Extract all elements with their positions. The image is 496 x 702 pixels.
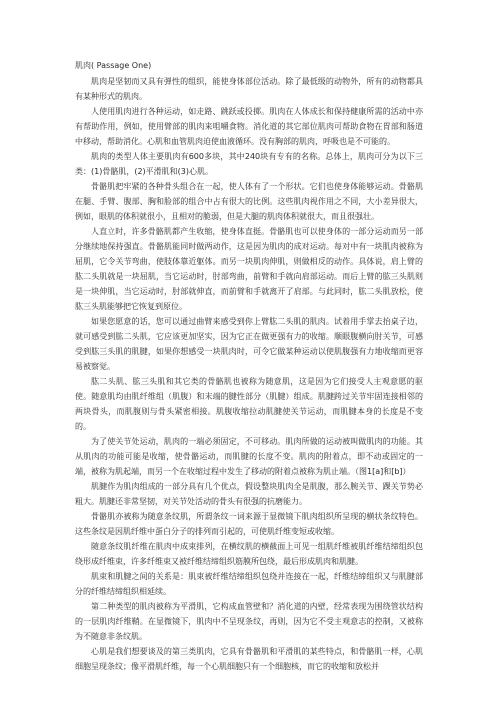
- paragraph-voluntary-muscle: 肱二头肌、肱三头肌和其它类的骨骼肌也被称为随意肌，这是因为它们接受人主观意愿的驱使。随意肌均由肌纤维组（肌腹）和末端的腱性部分（肌腱）组成。肌腱跨过关节牢固连接相邻的两块骨头，而肌腹则与骨头紧密相接。肌腹收缩拉动肌腱使关节运动，而肌腱本身的长度是不变的。: [75, 377, 423, 431]
- paragraph-muscle-uses: 人使用肌肉进行各种运动，如走路、跳跃或投掷。肌肉在人体成长和保持健康所需的活动中亦有帮助作用，例如，使用臂部的肌肉来咀嚼食物。消化道的其它部位肌肉可帮助食物在胃部和肠道中移动，帮助消化。心肌和血管肌肉迫使血液循环。没有胸部的肌肉，呼吸也是不可能的。: [75, 107, 423, 146]
- paragraph-bundle-tendon: 肌束和肌腱之间的关系是：肌束被纤维结缔组织包绕并连接在一起，纤维结缔组织又与肌腱部分的纤维结缔组织相延续。: [75, 572, 423, 596]
- paragraph-skeletal-muscle: 骨骼肌把牢紧的各种骨头组合在一起，使人体有了一个形状。它们也使身体能够运动。骨骼肌在腿、手臂、腹部、胸和脸部的组合中占有很大的比例。这些肌肉视作用之不同，大小差异很大，例如，眼肌的体积就很小，且相对的脆弱，但是大腿的肌肉体积就很大，而且很强壮。: [75, 182, 423, 221]
- paragraph-intro: 肌肉是坚韧而又具有弹性的组织，能使身体部位活动。除了最低级的动物外，所有的动物都具有某种形式的肌肉。: [75, 77, 423, 101]
- paragraph-cardiac-muscle: 心肌是我们想要谈及的第三类肌肉，它具有骨骼肌和平滑肌的某些特点，和骨骼肌一样，心肌细胞呈现条纹；像平滑肌纤维，每一个心肌细胞只有一个细胞核，而它的收缩和放松并: [75, 647, 423, 671]
- document-title: 肌肉( Passage One): [75, 61, 152, 70]
- paragraph-flexor-extensor: 人直立时，许多骨骼肌都产生收缩，使身体直挺。骨骼肌也可以使身体的一部分运动而另一部分继续地保持强直。骨骼肌能同时做两动作，这是因为肌肉的成对运动。每对中有一块肌肉被称为屈肌，它令关节弯曲，使肢体靠近躯体。而另一块肌肉伸肌，则做相反的动作。具体说，肩上臂的肱二头肌就是一块屈肌，当它运动时，肘部弯曲，前臂和手就向肩部运动。而后上臂的肱三头肌则是一块伸肌，当它运动时，肘部就伸直，而前臂和手就离开了肩部。与此同时，肱二头肌放松，使肱三头肌能够把它恢复到原位。: [75, 227, 423, 311]
- paragraph-fiber-bundles: 随意条纹肌纤维在肌肉中成束排列，在横纹肌的横截面上可见一组肌纤维被肌纤维结缔组织包绕形成纤维束，许多纤维束又被纤维结缔组织筋膜所包绕，最后形成肌肉和肌腱。: [75, 542, 423, 566]
- paragraph-smooth-muscle: 第二种类型的肌肉被称为平滑肌，它构成血管壁和？消化道的内壁，经常表现为围绕管状结构的一层肌肉纤维鞘。在显微镜下，肌肉中不呈现条纹，再则，因为它不受主观意志的控制，又被称为不随意非条纹肌。: [75, 602, 423, 641]
- paragraph-origin-insertion: 为了使关节处运动，肌肉的一端必须固定，不可移动。肌肉所做的运动被叫做肌肉的功能。其从肌肉的功能可能是收缩，使骨骼运动，而肌腱的长度不变。肌肉的附着点，即不动或固定的一端，被称为肌起端，而另一个在收缩过程中发生了移动的附着点被称为肌止端。（图1[a]和[b]）: [75, 437, 423, 476]
- paragraph-tendon-advantages: 肌腱作为肌肉组成的一部分具有几个优点，假设整块肌肉全是肌腹，那么腕关节、踝关节势必粗大。肌腱还非常坚韧，对关节处活动的骨头有很强的抗磨能力。: [75, 482, 423, 506]
- paragraph-feel-biceps: 如果您愿意的话，您可以通过曲臂来感受到你上臂肱二头肌的肌肉。试着用手掌去抬桌子边，就可感受到肱二头肌，它应该更加坚实，因为它正在做更强有力的收缩。顺眼腹横向肘关节，可感受到肱三头肌的肌腱，如果你想感受一块肌肉时，可令它做某种运动以使肌腹强有力地收缩而更容易被察觉。: [75, 317, 423, 371]
- paragraph-muscle-types: 肌肉的类型人体主要肌肉有600多块，其中240块有专有的名称。总体上，肌肉可分为以下三类：(1)骨骼肌，(2)平滑肌和(3)心肌。: [75, 152, 423, 176]
- paragraph-striated-muscle: 骨骼肌亦被称为随意条纹肌，所谓条纹一词来源于显微镜下肌肉组织所呈现的横状条纹特色。这些条纹是因肌纤维中蛋白分子的排列而引起的，可使肌纤维变短或收缩。: [75, 512, 423, 536]
